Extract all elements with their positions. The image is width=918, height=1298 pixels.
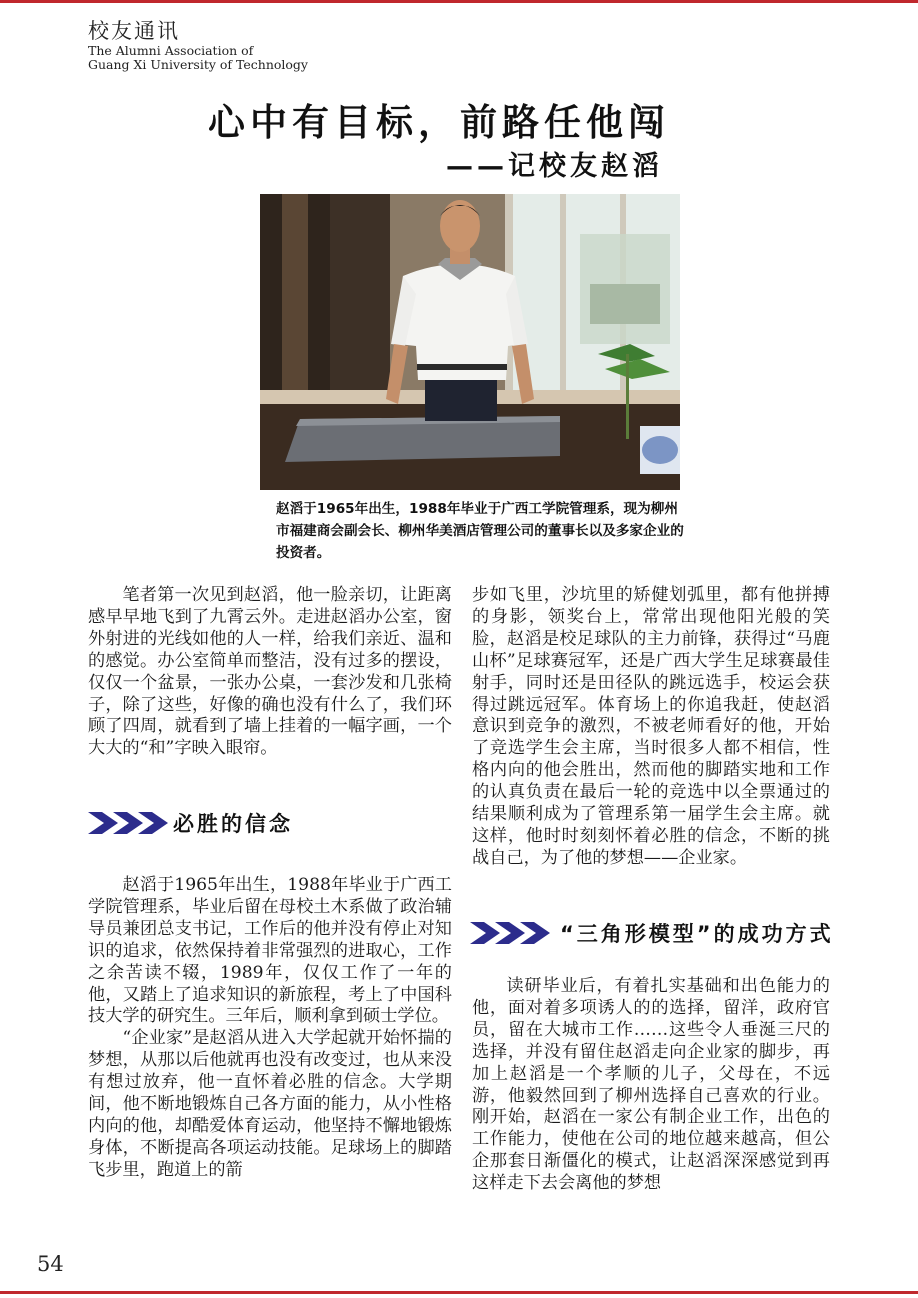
magazine-english-line-1: The Alumni Association of <box>88 43 254 58</box>
paragraph-triangle-1: 读研毕业后，有着扎实基础和出色能力的他，面对着多项诱人的的选择，留洋，政府官员，留在大城市工作……这些令人垂涎三尺的选择，并没有留住赵滔走向企业家的脚步，再加上赵滔是一个孝顺的儿子，父母在，不远游，他毅然回到了柳州选择自己喜欢的行业。刚开始，赵滔在一家公有制企业工作，出色的工作能力，使他在公司的地位越来越高，但公企那套日渐僵化的模式，让赵滔深深感觉到再这样走下去会离他的梦想 <box>472 976 830 1194</box>
paragraph-intro: 笔者第一次见到赵滔，他一脸亲切，让距离感早早地飞到了九霄云外。走进赵滔办公室，窗外射进的光线如他的人一样，给我们亲近、温和的感觉。办公室简单而整洁，没有过多的摆设，仅仅一个盆景，一张办公桌，一套沙发和几张椅子，除了这些，好像的确也没有什么了，我们环顾了四周，就看到了墙上挂着的一幅字画，一个大大的“和”字映入眼帘。 <box>88 585 452 759</box>
triple-chevron-icon <box>470 920 560 946</box>
section-heading-faith <box>88 806 418 846</box>
paragraph-faith-continued: 步如飞里，沙坑里的矫健划弧里，都有他拼搏的身影，领奖台上，常常出现他阳光般的笑脸，赵滔是校足球队的主力前锋，获得过“马鹿山杯”足球赛冠军，还是广西大学生足球赛最佳射手，同时还是田径队的跳远选手，校运会获得过跳远冠军。体育场上的你追我赶，使赵滔意识到竞争的激烈，不被老师看好的他，开始了竞选学生会主席，当时很多人都不相信，性格内向的他会胜出，然而他的脚踏实地和工作的认真负责在最后一轮的竞选中以全票通过的结果顺利成为了管理系第一届学生会主席。就这样，他时时刻刻怀着必胜的信念，不断的挑战自己，为了他的梦想——企业家。 <box>472 585 830 868</box>
section-heading-triangle <box>470 916 840 956</box>
magazine-english-name <box>88 44 308 72</box>
page-number: 54 <box>37 1252 64 1276</box>
magazine-title: 校友通讯 <box>88 19 180 43</box>
paragraph-faith-1: 赵滔于1965年出生，1988年毕业于广西工学院管理系，毕业后留在母校土木系做了政治辅导员兼团总支书记，工作后的他并没有停止对知识的追求，依然保持着非常强烈的进取心，工作之余苦读不辍，1989年，仅仅工作了一年的他，又踏上了追求知识的新旅程，考上了中国科技大学的研究生。三年后，顺利拿到硕士学位。 <box>88 875 452 1027</box>
portrait-photo <box>260 194 680 490</box>
top-red-rule <box>0 0 918 3</box>
triple-chevron-icon <box>88 810 178 836</box>
column-right-triangle <box>472 976 830 1195</box>
article-subtitle: ——记校友赵滔 <box>446 151 663 182</box>
photo-caption: 赵滔于1965年出生，1988年毕业于广西工学院管理系，现为柳州市福建商会副会长、柳州华美酒店管理公司的董事长以及多家企业的投资者。 <box>276 501 684 561</box>
bottom-red-rule <box>0 1291 918 1294</box>
column-left-intro <box>88 585 452 760</box>
article-title: 心中有目标，前路任他闯 <box>208 101 670 144</box>
paragraph-faith-2: “企业家”是赵滔从进入大学起就开始怀揣的梦想，从那以后他就再也没有改变过，也从来没有想过放弃，他一直怀着必胜的信念。大学期间，他不断地锻炼自己各方面的能力，从小性格内向的他，却酷爱体育运动，他坚持不懈地锻炼身体，不断提高各项运动技能。足球场上的脚踏飞步里，跑道上的箭 <box>88 1028 452 1180</box>
portrait-photo-illustration <box>260 194 680 490</box>
section-title-triangle: “三角形模型”的成功方式 <box>560 922 834 946</box>
column-left-faith <box>88 875 452 1182</box>
magazine-english-line-2: Guang Xi University of Technology <box>88 57 308 72</box>
column-right-continued <box>472 585 830 870</box>
section-title-faith: 必胜的信念 <box>173 812 293 836</box>
